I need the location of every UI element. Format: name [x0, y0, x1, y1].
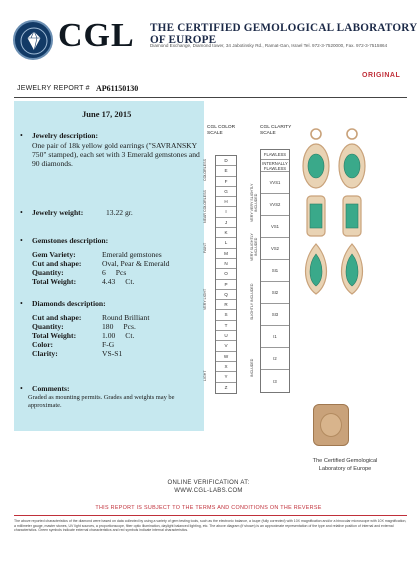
- section-title: Gemstones description:: [32, 236, 109, 245]
- color-grade-cell: H: [216, 197, 236, 207]
- gem-row: Cut and shape: Oval, Pear & Emerald: [32, 259, 170, 268]
- clarity-group-label: VERY VERY SLIGHTLY INCLUDED: [250, 183, 258, 223]
- section-title: Jewelry description:: [32, 131, 99, 140]
- report-date: June 17, 2015: [82, 109, 132, 119]
- section-title: Jewelry weight:: [32, 208, 84, 217]
- terms-divider: [14, 515, 407, 516]
- comments-text: Graded as mounting permits. Grades and weights may be approximate.: [28, 394, 175, 409]
- color-grade-cell: W: [216, 352, 236, 362]
- seal-emblem-icon: [320, 413, 342, 437]
- color-scale-title: CGL COLOR SCALE: [207, 125, 236, 136]
- clarity-grade-cell: VVS1: [261, 172, 289, 194]
- color-scale: [215, 155, 237, 394]
- report-number-line: [14, 84, 407, 98]
- color-grade-cell: R: [216, 300, 236, 310]
- color-grade-cell: N: [216, 259, 236, 269]
- color-grade-cell: F: [216, 177, 236, 187]
- color-group-label: FAINT: [203, 242, 207, 253]
- color-group-label: COLORLESS: [203, 159, 207, 182]
- diamond-row: Clarity: VS-S1: [32, 349, 123, 358]
- color-grade-cell: M: [216, 249, 236, 259]
- report-details-panel: [14, 101, 204, 431]
- color-grade-cell: O: [216, 269, 236, 279]
- color-grade-cell: J: [216, 218, 236, 228]
- color-grade-cell: Y: [216, 372, 236, 382]
- clarity-grade-cell: SI3: [261, 304, 289, 326]
- color-grade-cell: X: [216, 362, 236, 372]
- online-verification: [0, 479, 417, 495]
- color-grade-cell: U: [216, 331, 236, 341]
- left-earring: [303, 129, 329, 294]
- clarity-grade-cell: I3: [273, 378, 277, 384]
- color-grade-cell: T: [216, 321, 236, 331]
- color-group-label: NEAR COLORLESS: [203, 190, 207, 223]
- gem-row: Quantity: 6 Pcs: [32, 268, 127, 277]
- clarity-grade-cell: FLAWLESS: [261, 150, 289, 160]
- clarity-grade-cell: VS1: [261, 216, 289, 238]
- color-grade-cell: L: [216, 238, 236, 248]
- verify-url-link[interactable]: WWW.CGL-LABS.COM: [174, 488, 243, 494]
- right-earring: [339, 129, 365, 294]
- clarity-scale: [260, 149, 290, 393]
- color-grade-cell: Z: [224, 384, 228, 390]
- clarity-grade-cell: VS2: [261, 238, 289, 260]
- bullet-icon: •: [20, 299, 23, 308]
- disclaimer-text: The above reported characteristics of the diamond were based on data collected by using a variety of gem testing tools, such as the electronic balance, a loupe (fully corrected) with 10X magnification and/or a binocular microscope with 10X magnification, a millimeter gauge, master stones, UV light sources, a proportionscope, fiber optic illumination, daylight balanced lighting, etc. The above diagram (if shown) is an approximate representation of the type and relative position of internal and external characteristics. Green symbols indicate external characteristics and red symbols indicate internal characteristics.: [14, 519, 407, 533]
- original-stamp: ORIGINAL: [362, 72, 401, 79]
- color-grade-cell: E: [216, 166, 236, 176]
- diamond-row: Color: F-G: [32, 340, 115, 349]
- lab-name: THE CERTIFIED GEMOLOGICAL LABORATORY OF EUROPE: [150, 22, 417, 46]
- section-title: Diamonds description:: [32, 299, 106, 308]
- earrings-photo: [298, 126, 372, 320]
- clarity-scale-groups: [250, 149, 259, 419]
- color-group-label: VERY LIGHT: [203, 288, 207, 310]
- report-header: [0, 0, 417, 62]
- color-scale-groups: [203, 155, 213, 421]
- jewelry-weight-value: 13.22 gr.: [106, 208, 133, 217]
- clarity-grade-cell: I1: [261, 326, 289, 348]
- gem-row: Gem Variety: Emerald gemstones: [32, 250, 162, 259]
- terms-notice: THIS REPORT IS SUBJECT TO THE TERMS AND CONDITIONS ON THE REVERSE: [95, 505, 322, 511]
- clarity-grade-cell: SI1: [261, 260, 289, 282]
- clarity-scale-title: CGL CLARITY SCALE: [260, 125, 292, 136]
- seal-caption: The Certified Gemological Laboratory of Europe: [312, 458, 378, 472]
- lab-address: Diamond Exchange, Diamond tower, 34 Jabotinsky Rd., Ramat-Gan, Israel Tel. 972-3-7520000, Fax. 972-3-7515864: [150, 43, 388, 48]
- diamond-row: Total Weight: 1.00 Ct.: [32, 331, 135, 340]
- color-grade-cell: D: [216, 156, 236, 166]
- cgl-logo-icon: [13, 20, 53, 60]
- color-grade-cell: P: [216, 280, 236, 290]
- logo-text: CGL: [58, 17, 135, 54]
- color-grade-cell: G: [216, 187, 236, 197]
- color-group-label: LIGHT: [203, 370, 207, 381]
- bullet-icon: •: [20, 384, 23, 393]
- color-grade-cell: V: [216, 341, 236, 351]
- clarity-grade-cell: SI2: [261, 282, 289, 304]
- diamond-row: Cut and shape: Round Brilliant: [32, 313, 150, 322]
- clarity-group-label: VERY SLIGHTLY INCLUDED: [250, 233, 258, 261]
- clarity-group-label: INCLUDED: [250, 358, 254, 378]
- color-grade-cell: Q: [216, 290, 236, 300]
- bullet-icon: •: [20, 131, 23, 140]
- jewelry-description-text: One pair of 18k yellow gold earrings ("SAVRANSKY 750" stamped), each set with 3 Emerald gemstones and 90 diamonds.: [32, 141, 200, 168]
- color-grade-cell: I: [216, 207, 236, 217]
- verify-label: ONLINE VERIFICATION AT:: [167, 480, 250, 486]
- diamond-row: Quantity: 180 Pcs.: [32, 322, 136, 331]
- hologram-seal-icon: [313, 404, 349, 446]
- clarity-grade-cell: INTERNALLY FLAWLESS: [262, 160, 288, 171]
- earrings-illustration: [298, 126, 372, 320]
- clarity-grade-cell: I2: [261, 348, 289, 370]
- clarity-grade-cell: VVS2: [261, 194, 289, 216]
- gem-row: Total Weight: 4.43 Ct.: [32, 277, 135, 286]
- bullet-icon: •: [20, 236, 23, 245]
- clarity-group-label: SLIGHTLY INCLUDED: [250, 283, 254, 321]
- color-grade-cell: S: [216, 310, 236, 320]
- color-grade-cell: K: [216, 228, 236, 238]
- report-number: AP61150130: [96, 84, 139, 93]
- bullet-icon: •: [20, 208, 23, 217]
- report-label: JEWELRY REPORT #: [17, 85, 90, 92]
- section-title: Comments:: [32, 384, 70, 393]
